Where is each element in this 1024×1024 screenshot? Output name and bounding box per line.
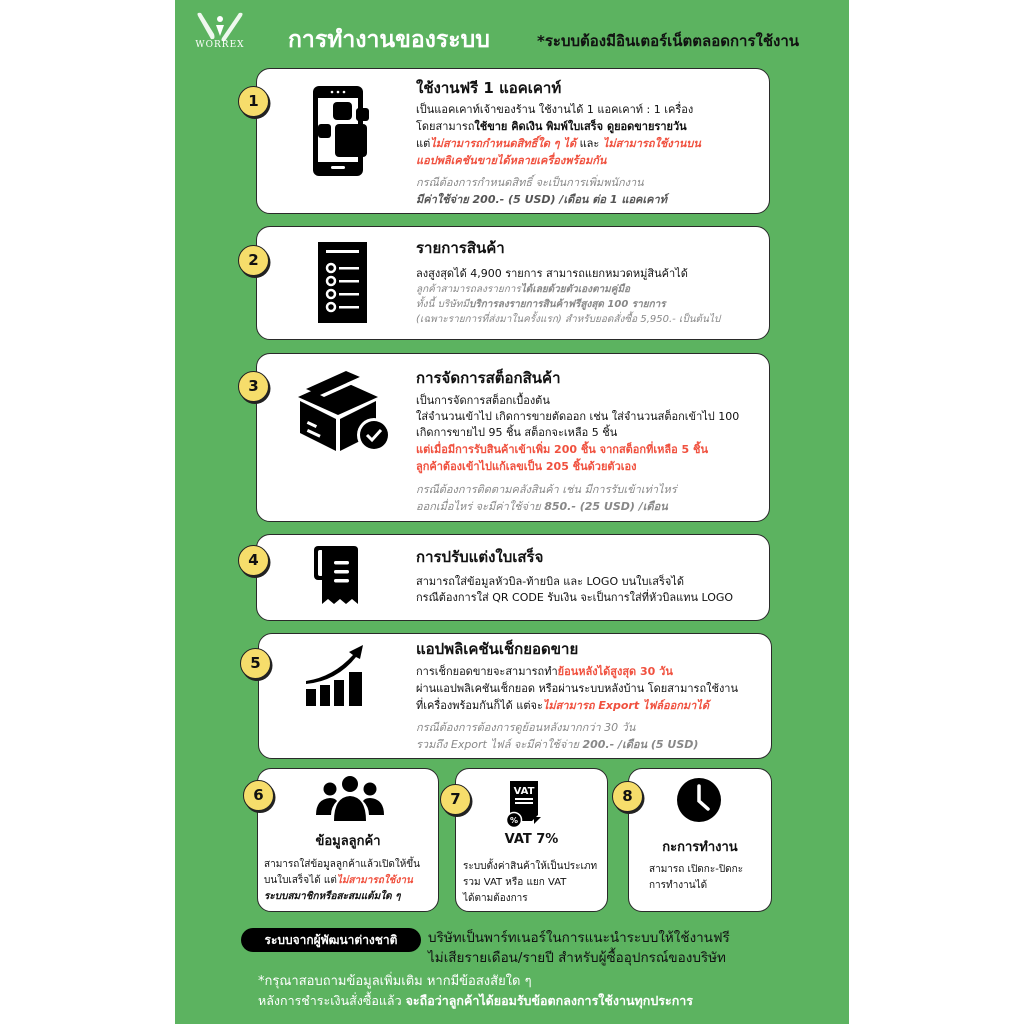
feature-5-line-1: การเช็กยอดขายจะสามารถทำย้อนหลังได้สูงสุด 30 วัน bbox=[416, 665, 673, 678]
growth-chart-icon bbox=[305, 645, 365, 707]
step-badge-6: 6 bbox=[243, 780, 274, 811]
feature-title-7: VAT 7% bbox=[504, 832, 559, 847]
feature-7-line-1: ระบบตั้งค่าสินค้าให้เป็นประเภท bbox=[463, 861, 598, 872]
feature-6-line-2: บนใบเสร็จได้ แต่ไม่สามารถใช้งาน bbox=[264, 875, 413, 886]
feature-5-note-2: รวมถึง Export ไฟล์ จะมีค่าใช้จ่าย 200.- /เดือน (5 USD) bbox=[416, 738, 699, 751]
feature-8-line-2: การทำงานได้ bbox=[649, 880, 708, 891]
feature-3-line-3: เกิดการขายไป 95 ชิ้น สต็อกจะเหลือ 5 ชิ้น bbox=[416, 426, 618, 439]
feature-title-4: การปรับแต่งใบเสร็จ bbox=[416, 548, 544, 566]
step-badge-1: 1 bbox=[238, 86, 269, 117]
feature-4-line-2: กรณีต้องการใส่ QR CODE รับเงิน จะเป็นการใส่ที่หัวบิลแทน LOGO bbox=[416, 591, 734, 604]
feature-title-3: การจัดการสต็อกสินค้า bbox=[416, 369, 561, 387]
partner-line-1: บริษัทเป็นพาร์ทเนอร์ในการแนะนำระบบให้ใช้งานฟรี bbox=[428, 930, 730, 946]
feature-title-5: แอปพลิเคชันเช็กยอดขาย bbox=[416, 640, 579, 658]
receipt-icon bbox=[314, 546, 362, 608]
worrex-logo-icon bbox=[192, 8, 248, 58]
step-badge-7: 7 bbox=[440, 784, 471, 815]
feature-5-note-1: กรณีต้องการต้องการดูย้อนหลังมากกว่า 30 วัน bbox=[416, 721, 636, 734]
feature-7-line-2: รวม VAT หรือ แยก VAT bbox=[463, 877, 567, 888]
step-badge-5: 5 bbox=[240, 648, 271, 679]
feature-title-1: ใช้งานฟรี 1 แอคเคาท์ bbox=[416, 79, 562, 97]
feature-1-line-4: แอปพลิเคชันขายได้หลายเครื่องพร้อมกัน bbox=[416, 154, 607, 167]
feature-1-line-2: โดยสามารถใช้ขาย คิดเงิน พิมพ์ใบเสร็จ ดูยอดขายรายวัน bbox=[416, 120, 687, 133]
feature-6-line-3: ระบบสมาชิกหรือสะสมแต้มใด ๆ bbox=[264, 891, 401, 902]
feature-1-note-2: มีค่าใช้จ่าย 200.- (5 USD) /เดือน ต่อ 1 แอคเคาท์ bbox=[416, 193, 667, 206]
feature-title-8: กะการทำงาน bbox=[662, 840, 738, 855]
feature-2-line-1: ลงสูงสุดได้ 4,900 รายการ สามารถแยกหมวดหมู่สินค้าได้ bbox=[416, 267, 688, 280]
smartphone-apps-icon bbox=[313, 86, 373, 178]
checklist-icon bbox=[318, 242, 368, 324]
feature-3-note-2: ออกเมื่อไหร่ จะมีค่าใช้จ่าย 850.- (25 USD) /เดือน bbox=[416, 500, 668, 513]
feature-2-note-3: (เฉพาะรายการที่ส่งมาในครั้งแรก) สำหรับยอดสั่งซื้อ 5,950.- เป็นต้นไป bbox=[416, 314, 721, 325]
step-badge-4: 4 bbox=[238, 545, 269, 576]
feature-5-line-2: ผ่านแอปพลิเคชันเช็กยอด หรือผ่านระบบหลังบ้าน โดยสามารถใช้งาน bbox=[416, 682, 739, 695]
users-group-icon bbox=[316, 775, 384, 821]
feature-title-6: ข้อมูลลูกค้า bbox=[315, 834, 381, 849]
feature-1-note-1: กรณีต้องการกำหนดสิทธิ์ จะเป็นการเพิ่มพนักงาน bbox=[416, 176, 644, 189]
feature-3-line-4: แต่เมื่อมีการรับสินค้าเข้าเพิ่ม 200 ชิ้น จากสต็อกที่เหลือ 5 ชิ้น bbox=[416, 443, 708, 456]
step-badge-3: 3 bbox=[238, 371, 269, 402]
feature-3-line-2: ใส่จำนวนเข้าไป เกิดการขายตัดออก เช่น ใส่จำนวนสต็อกเข้าไป 100 bbox=[416, 410, 740, 423]
feature-7-line-3: ได้ตามต้องการ bbox=[463, 893, 528, 904]
feature-3-note-1: กรณีต้องการติดตามคลังสินค้า เช่น มีการรับเข้าเท่าไหร่ bbox=[416, 483, 677, 496]
feature-8-line-1: สามารถ เปิดกะ-ปิดกะ bbox=[649, 864, 744, 875]
feature-3-line-5: ลูกค้าต้องเข้าไปแก้เลขเป็น 205 ชิ้นด้วยตัวเอง bbox=[416, 460, 637, 473]
vat-icon-text: VAT bbox=[513, 786, 535, 797]
vat-document-icon bbox=[506, 781, 548, 827]
step-badge-2: 2 bbox=[238, 245, 269, 276]
page-title: การทำงานของระบบ bbox=[288, 27, 490, 53]
feature-4-line-1: สามารถใส่ข้อมูลหัวบิล-ท้ายบิล และ LOGO บนใบเสร็จได้ bbox=[416, 575, 684, 588]
clock-icon bbox=[676, 777, 722, 823]
feature-1-line-3: แต่ไม่สามารถกำหนดสิทธิ์ใด ๆ ได้ และ ไม่สามารถใช้งานบน bbox=[416, 137, 701, 150]
feature-2-note-1: ลูกค้าสามารถลงรายการได้เลยด้วยตัวเองตามคู่มือ bbox=[416, 284, 631, 295]
feature-title-2: รายการสินค้า bbox=[416, 239, 505, 257]
feature-2-note-2: ทั้งนี้ บริษัทมีบริการลงรายการสินค้าฟรีสูงสุด 100 รายการ bbox=[416, 299, 666, 310]
footer-note-1: *กรุณาสอบถามข้อมูลเพิ่มเติม หากมีข้อสงสัยใด ๆ bbox=[258, 974, 532, 989]
svg-text:%: % bbox=[509, 816, 519, 825]
feature-5-line-3: ที่เครื่องพร้อมกันก็ได้ แต่จะไม่สามารถ Export ไฟล์ออกมาได้ bbox=[416, 699, 709, 712]
feature-1-line-1: เป็นแอคเคาท์เจ้าของร้าน ใช้งานได้ 1 แอคเคาท์ : 1 เครื่อง bbox=[416, 103, 694, 116]
feature-3-line-1: เป็นการจัดการสต็อกเบื้องต้น bbox=[416, 394, 550, 407]
step-badge-8: 8 bbox=[612, 781, 643, 812]
internet-note: *ระบบต้องมีอินเตอร์เน็ตตลอดการใช้งาน bbox=[537, 32, 800, 50]
box-check-icon bbox=[298, 369, 393, 453]
footer-note-2: หลังการชำระเงินสั่งซื้อแล้ว จะถือว่าลูกค้าได้ยอมรับข้อตกลงการใช้งานทุกประการ bbox=[258, 993, 694, 1008]
partner-line-2: ไม่เสียรายเดือน/รายปี สำหรับผู้ซื้ออุปกรณ์ของบริษัท bbox=[428, 950, 726, 966]
brand-name: WORREX bbox=[195, 40, 245, 50]
feature-6-line-1: สามารถใส่ข้อมูลลูกค้าแล้วเปิดให้ขึ้น bbox=[264, 859, 420, 870]
foreign-developer-badge: ระบบจากผู้พัฒนาต่างชาติ bbox=[241, 928, 421, 952]
